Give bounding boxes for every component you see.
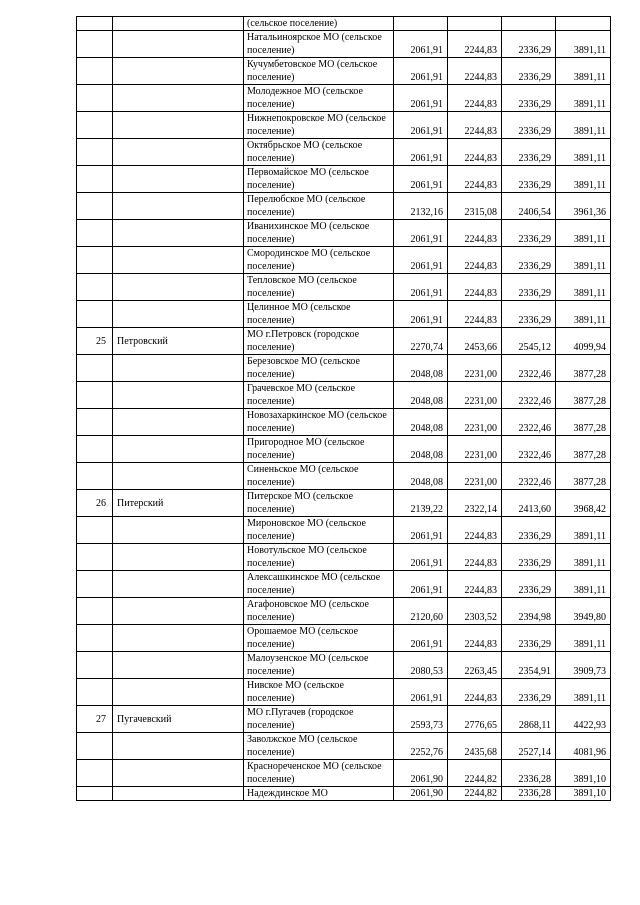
value-1: 2061,91 bbox=[394, 679, 448, 706]
row-number bbox=[77, 760, 113, 787]
value-4: 3891,11 bbox=[556, 625, 611, 652]
table-row bbox=[77, 598, 611, 625]
municipality-name: Новотульское МО (сельское поселение) bbox=[244, 544, 394, 571]
value-3: 2336,29 bbox=[502, 517, 556, 544]
value-3: 2336,29 bbox=[502, 85, 556, 112]
row-number bbox=[77, 787, 113, 801]
value-1: 2048,08 bbox=[394, 382, 448, 409]
table-row bbox=[77, 139, 611, 166]
value-1: 2061,91 bbox=[394, 139, 448, 166]
row-number bbox=[77, 517, 113, 544]
table-row bbox=[77, 58, 611, 85]
value-2: 2244,83 bbox=[448, 274, 502, 301]
value-4: 3968,42 bbox=[556, 490, 611, 517]
municipality-name: Натальиноярское МО (сельское поселение) bbox=[244, 31, 394, 58]
value-4: 3961,36 bbox=[556, 193, 611, 220]
value-2: 2244,83 bbox=[448, 166, 502, 193]
row-number bbox=[77, 598, 113, 625]
table-row bbox=[77, 85, 611, 112]
value-2: 2244,83 bbox=[448, 247, 502, 274]
value-1: 2080,53 bbox=[394, 652, 448, 679]
value-3: 2322,46 bbox=[502, 355, 556, 382]
table-row bbox=[77, 625, 611, 652]
value-4: 4081,96 bbox=[556, 733, 611, 760]
value-1: 2048,08 bbox=[394, 463, 448, 490]
value-2: 2453,66 bbox=[448, 328, 502, 355]
value-3: 2322,46 bbox=[502, 409, 556, 436]
district-name bbox=[113, 31, 244, 58]
tariff-table bbox=[76, 16, 611, 801]
district-name bbox=[113, 139, 244, 166]
municipality-name: Кучумбетовское МО (сельское поселение) bbox=[244, 58, 394, 85]
municipality-name: Нижнепокровское МО (сельское поселение) bbox=[244, 112, 394, 139]
row-number bbox=[77, 58, 113, 85]
district-name bbox=[113, 787, 244, 801]
municipality-name: МО г.Пугачев (городское поселение) bbox=[244, 706, 394, 733]
value-2 bbox=[448, 17, 502, 31]
district-name bbox=[113, 517, 244, 544]
municipality-name: Нивское МО (сельское поселение) bbox=[244, 679, 394, 706]
table-row bbox=[77, 409, 611, 436]
value-4: 3891,11 bbox=[556, 139, 611, 166]
value-2: 2244,83 bbox=[448, 571, 502, 598]
value-4: 3891,11 bbox=[556, 679, 611, 706]
table-row bbox=[77, 463, 611, 490]
district-name bbox=[113, 679, 244, 706]
value-4: 3891,11 bbox=[556, 166, 611, 193]
municipality-name: Новозахаркинское МО (сельское поселение) bbox=[244, 409, 394, 436]
value-3: 2336,29 bbox=[502, 274, 556, 301]
value-4: 3909,73 bbox=[556, 652, 611, 679]
value-1 bbox=[394, 17, 448, 31]
value-2: 2244,83 bbox=[448, 301, 502, 328]
district-name: Петровский bbox=[113, 328, 244, 355]
table-row bbox=[77, 166, 611, 193]
table-row bbox=[77, 517, 611, 544]
municipality-name: Малоузенское МО (сельское поселение) bbox=[244, 652, 394, 679]
value-1: 2048,08 bbox=[394, 409, 448, 436]
value-4: 3891,11 bbox=[556, 544, 611, 571]
value-1: 2061,90 bbox=[394, 760, 448, 787]
municipality-name: Мироновское МО (сельское поселение) bbox=[244, 517, 394, 544]
value-3: 2336,29 bbox=[502, 166, 556, 193]
value-1: 2252,76 bbox=[394, 733, 448, 760]
value-2: 2244,83 bbox=[448, 544, 502, 571]
district-name bbox=[113, 112, 244, 139]
district-name bbox=[113, 598, 244, 625]
row-number bbox=[77, 733, 113, 760]
value-2: 2244,83 bbox=[448, 112, 502, 139]
row-number bbox=[77, 112, 113, 139]
row-number bbox=[77, 31, 113, 58]
municipality-name: Синеньское МО (сельское поселение) bbox=[244, 463, 394, 490]
value-3: 2336,29 bbox=[502, 571, 556, 598]
value-4 bbox=[556, 17, 611, 31]
municipality-name: МО г.Петровск (городское поселение) bbox=[244, 328, 394, 355]
value-1: 2061,90 bbox=[394, 787, 448, 801]
value-1: 2061,91 bbox=[394, 112, 448, 139]
table-row bbox=[77, 301, 611, 328]
district-name bbox=[113, 652, 244, 679]
municipality-name: Молодежное МО (сельское поселение) bbox=[244, 85, 394, 112]
value-2: 2244,82 bbox=[448, 760, 502, 787]
table-row bbox=[77, 571, 611, 598]
municipality-name: Агафоновское МО (сельское поселение) bbox=[244, 598, 394, 625]
value-4: 3877,28 bbox=[556, 355, 611, 382]
table-row bbox=[77, 220, 611, 247]
row-number bbox=[77, 85, 113, 112]
row-number bbox=[77, 679, 113, 706]
district-name: Питерский bbox=[113, 490, 244, 517]
value-3: 2545,12 bbox=[502, 328, 556, 355]
value-4: 3891,11 bbox=[556, 517, 611, 544]
district-name bbox=[113, 220, 244, 247]
value-3: 2336,29 bbox=[502, 112, 556, 139]
district-name bbox=[113, 436, 244, 463]
municipality-name: Пригородное МО (сельское поселение) bbox=[244, 436, 394, 463]
value-4: 3891,11 bbox=[556, 274, 611, 301]
municipality-name: Грачевское МО (сельское поселение) bbox=[244, 382, 394, 409]
value-1: 2061,91 bbox=[394, 544, 448, 571]
value-4: 3877,28 bbox=[556, 463, 611, 490]
municipality-name: Целинное МО (сельское поселение) bbox=[244, 301, 394, 328]
value-3: 2336,29 bbox=[502, 220, 556, 247]
value-2: 2231,00 bbox=[448, 355, 502, 382]
value-3: 2336,29 bbox=[502, 58, 556, 85]
value-4: 3891,11 bbox=[556, 85, 611, 112]
value-3: 2406,54 bbox=[502, 193, 556, 220]
district-name bbox=[113, 733, 244, 760]
row-number bbox=[77, 382, 113, 409]
row-number: 26 bbox=[77, 490, 113, 517]
table-row bbox=[77, 31, 611, 58]
value-4: 3877,28 bbox=[556, 409, 611, 436]
value-1: 2061,91 bbox=[394, 220, 448, 247]
table-row bbox=[77, 247, 611, 274]
value-3: 2336,29 bbox=[502, 247, 556, 274]
value-2: 2322,14 bbox=[448, 490, 502, 517]
row-number: 25 bbox=[77, 328, 113, 355]
value-2: 2435,68 bbox=[448, 733, 502, 760]
value-1: 2061,91 bbox=[394, 247, 448, 274]
district-name bbox=[113, 760, 244, 787]
municipality-name: Перелюбское МО (сельское поселение) bbox=[244, 193, 394, 220]
table-row bbox=[77, 652, 611, 679]
municipality-name: Березовское МО (сельское поселение) bbox=[244, 355, 394, 382]
value-2: 2263,45 bbox=[448, 652, 502, 679]
value-4: 3877,28 bbox=[556, 436, 611, 463]
value-2: 2231,00 bbox=[448, 382, 502, 409]
value-4: 3891,10 bbox=[556, 760, 611, 787]
value-3: 2336,29 bbox=[502, 139, 556, 166]
value-4: 3891,10 bbox=[556, 787, 611, 801]
value-3: 2336,28 bbox=[502, 760, 556, 787]
district-name bbox=[113, 85, 244, 112]
row-number bbox=[77, 193, 113, 220]
table-row bbox=[77, 490, 611, 517]
district-name bbox=[113, 301, 244, 328]
row-number bbox=[77, 625, 113, 652]
value-1: 2061,91 bbox=[394, 85, 448, 112]
row-number bbox=[77, 571, 113, 598]
district-name bbox=[113, 247, 244, 274]
district-name bbox=[113, 625, 244, 652]
municipality-name: Октябрьское МО (сельское поселение) bbox=[244, 139, 394, 166]
district-name bbox=[113, 274, 244, 301]
table-row bbox=[77, 193, 611, 220]
value-3: 2336,29 bbox=[502, 31, 556, 58]
value-1: 2061,91 bbox=[394, 58, 448, 85]
row-number bbox=[77, 463, 113, 490]
table-row bbox=[77, 355, 611, 382]
table-body bbox=[77, 17, 611, 801]
value-1: 2120,60 bbox=[394, 598, 448, 625]
table-row bbox=[77, 706, 611, 733]
value-1: 2270,74 bbox=[394, 328, 448, 355]
value-2: 2244,83 bbox=[448, 139, 502, 166]
value-1: 2061,91 bbox=[394, 166, 448, 193]
table-row bbox=[77, 787, 611, 801]
value-3: 2322,46 bbox=[502, 382, 556, 409]
value-1: 2132,16 bbox=[394, 193, 448, 220]
value-1: 2061,91 bbox=[394, 517, 448, 544]
district-name bbox=[113, 355, 244, 382]
value-3: 2394,98 bbox=[502, 598, 556, 625]
value-3: 2336,29 bbox=[502, 625, 556, 652]
value-3: 2413,60 bbox=[502, 490, 556, 517]
municipality-name: Алексашкинское МО (сельское поселение) bbox=[244, 571, 394, 598]
value-4: 3891,11 bbox=[556, 58, 611, 85]
value-1: 2048,08 bbox=[394, 436, 448, 463]
district-name bbox=[113, 193, 244, 220]
district-name bbox=[113, 166, 244, 193]
value-2: 2244,83 bbox=[448, 679, 502, 706]
value-2: 2303,52 bbox=[448, 598, 502, 625]
table-row bbox=[77, 436, 611, 463]
value-4: 3891,11 bbox=[556, 301, 611, 328]
municipality-name: Иванихинское МО (сельское поселение) bbox=[244, 220, 394, 247]
value-1: 2061,91 bbox=[394, 301, 448, 328]
district-name bbox=[113, 409, 244, 436]
municipality-name: (сельское поселение) bbox=[244, 17, 394, 31]
row-number bbox=[77, 301, 113, 328]
value-2: 2244,83 bbox=[448, 85, 502, 112]
value-3: 2322,46 bbox=[502, 436, 556, 463]
value-2: 2776,65 bbox=[448, 706, 502, 733]
table-row bbox=[77, 679, 611, 706]
value-3: 2527,14 bbox=[502, 733, 556, 760]
row-number: 27 bbox=[77, 706, 113, 733]
value-1: 2048,08 bbox=[394, 355, 448, 382]
municipality-name: Краснореченское МО (сельское поселение) bbox=[244, 760, 394, 787]
row-number bbox=[77, 274, 113, 301]
municipality-name: Орошаемое МО (сельское поселение) bbox=[244, 625, 394, 652]
value-2: 2244,83 bbox=[448, 625, 502, 652]
value-3: 2336,29 bbox=[502, 301, 556, 328]
district-name: Пугачевский bbox=[113, 706, 244, 733]
row-number bbox=[77, 436, 113, 463]
value-2: 2244,83 bbox=[448, 517, 502, 544]
municipality-name: Надеждинское МО bbox=[244, 787, 394, 801]
table-row bbox=[77, 274, 611, 301]
value-3 bbox=[502, 17, 556, 31]
row-number bbox=[77, 17, 113, 31]
value-3: 2336,28 bbox=[502, 787, 556, 801]
row-number bbox=[77, 247, 113, 274]
row-number bbox=[77, 139, 113, 166]
value-1: 2061,91 bbox=[394, 31, 448, 58]
value-2: 2244,82 bbox=[448, 787, 502, 801]
value-3: 2322,46 bbox=[502, 463, 556, 490]
value-1: 2593,73 bbox=[394, 706, 448, 733]
table-row bbox=[77, 112, 611, 139]
value-3: 2354,91 bbox=[502, 652, 556, 679]
value-2: 2244,83 bbox=[448, 220, 502, 247]
value-4: 4422,93 bbox=[556, 706, 611, 733]
value-4: 3877,28 bbox=[556, 382, 611, 409]
district-name bbox=[113, 571, 244, 598]
table-row bbox=[77, 544, 611, 571]
row-number bbox=[77, 166, 113, 193]
table-row bbox=[77, 382, 611, 409]
municipality-name: Первомайское МО (сельское поселение) bbox=[244, 166, 394, 193]
value-2: 2231,00 bbox=[448, 409, 502, 436]
value-4: 3949,80 bbox=[556, 598, 611, 625]
row-number bbox=[77, 409, 113, 436]
table-row bbox=[77, 17, 611, 31]
row-number bbox=[77, 544, 113, 571]
value-4: 3891,11 bbox=[556, 571, 611, 598]
municipality-name: Тепловское МО (сельское поселение) bbox=[244, 274, 394, 301]
value-2: 2244,83 bbox=[448, 31, 502, 58]
municipality-name: Смородинское МО (сельское поселение) bbox=[244, 247, 394, 274]
value-4: 3891,11 bbox=[556, 220, 611, 247]
value-3: 2336,29 bbox=[502, 679, 556, 706]
value-1: 2061,91 bbox=[394, 571, 448, 598]
value-4: 4099,94 bbox=[556, 328, 611, 355]
value-2: 2244,83 bbox=[448, 58, 502, 85]
value-4: 3891,11 bbox=[556, 247, 611, 274]
value-3: 2336,29 bbox=[502, 544, 556, 571]
row-number bbox=[77, 355, 113, 382]
district-name bbox=[113, 58, 244, 85]
value-1: 2061,91 bbox=[394, 625, 448, 652]
municipality-name: Заволжское МО (сельское поселение) bbox=[244, 733, 394, 760]
row-number bbox=[77, 220, 113, 247]
municipality-name: Питерское МО (сельское поселение) bbox=[244, 490, 394, 517]
value-2: 2231,00 bbox=[448, 463, 502, 490]
value-4: 3891,11 bbox=[556, 112, 611, 139]
district-name bbox=[113, 382, 244, 409]
district-name bbox=[113, 463, 244, 490]
table-row bbox=[77, 760, 611, 787]
row-number bbox=[77, 652, 113, 679]
value-3: 2868,11 bbox=[502, 706, 556, 733]
value-1: 2061,91 bbox=[394, 274, 448, 301]
district-name bbox=[113, 17, 244, 31]
value-4: 3891,11 bbox=[556, 31, 611, 58]
table-row bbox=[77, 733, 611, 760]
value-2: 2315,08 bbox=[448, 193, 502, 220]
value-1: 2139,22 bbox=[394, 490, 448, 517]
value-2: 2231,00 bbox=[448, 436, 502, 463]
table-row bbox=[77, 328, 611, 355]
district-name bbox=[113, 544, 244, 571]
